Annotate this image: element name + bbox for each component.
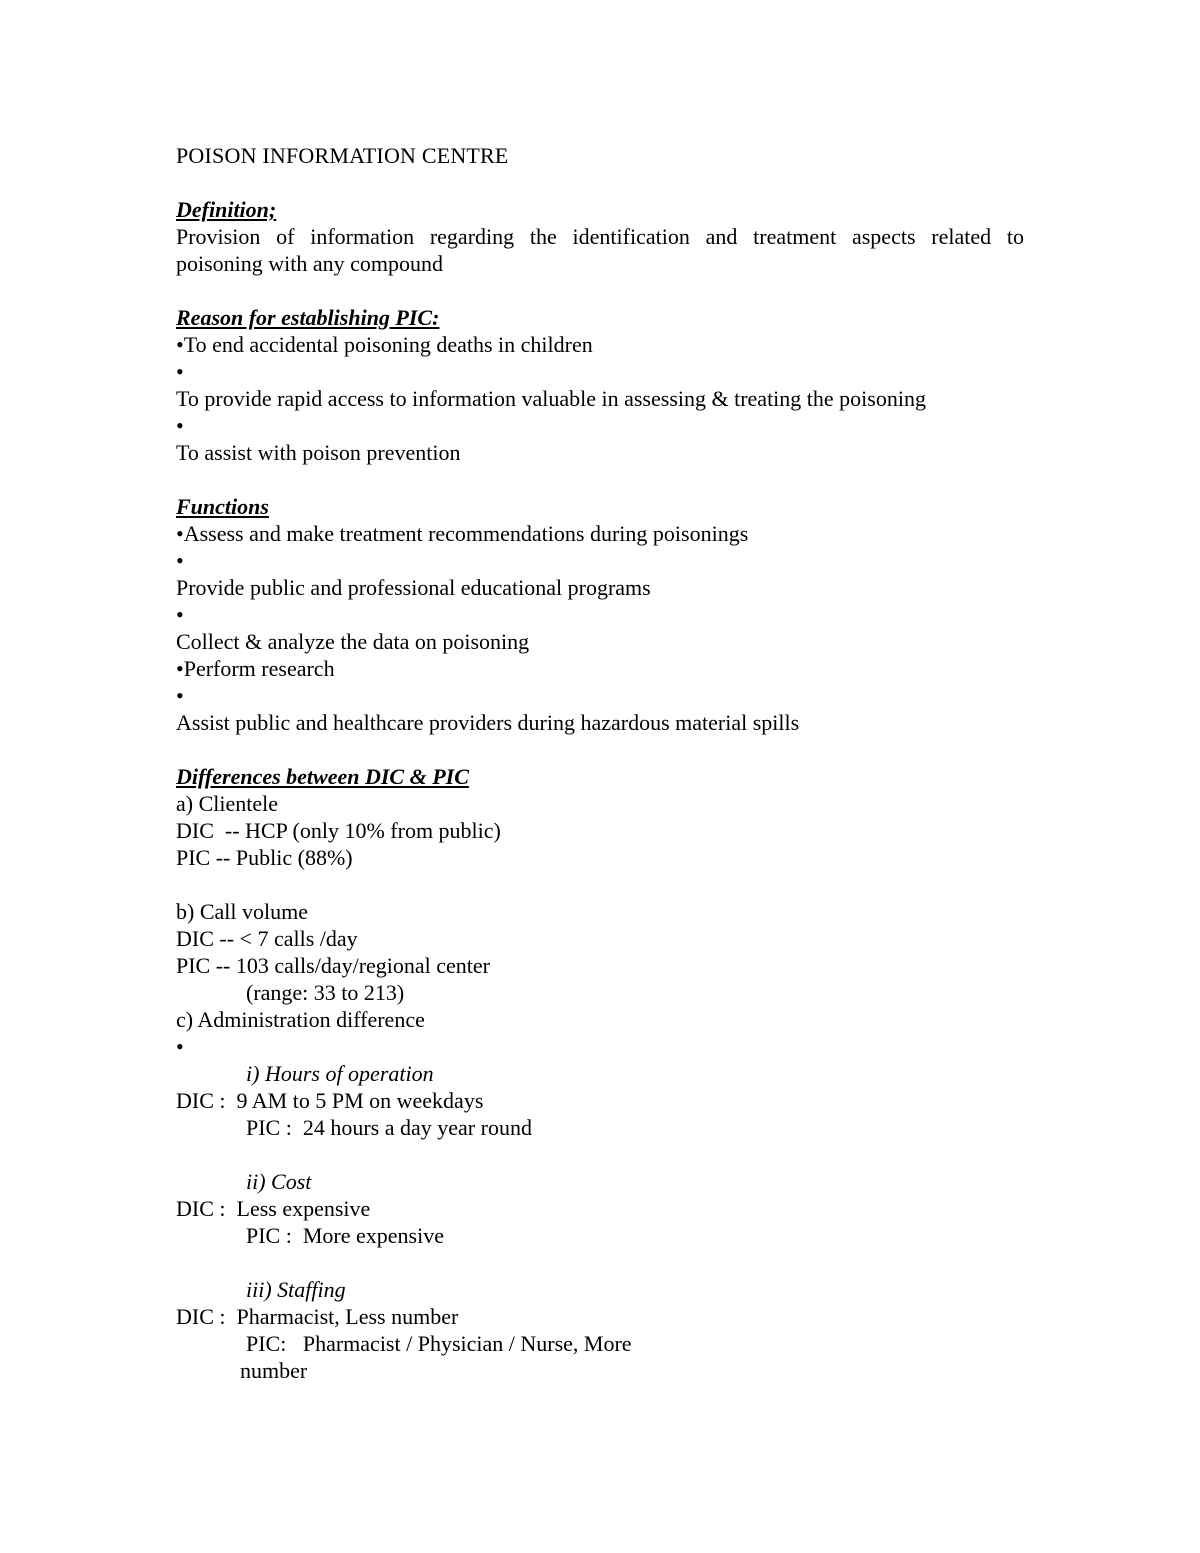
reason-item: To assist with poison prevention [176, 440, 461, 465]
clientele-dic: DIC -- HCP (only 10% from public) [176, 818, 501, 843]
staffing-label: iii) Staffing [246, 1277, 346, 1302]
staffing-dic: DIC : Pharmacist, Less number [176, 1304, 459, 1329]
spacer [176, 736, 1024, 763]
function-item: •Perform research [176, 656, 335, 681]
spacer [176, 871, 1024, 898]
function-item: Provide public and professional educational programs [176, 575, 651, 600]
spacer [176, 1249, 1024, 1276]
spacer [176, 169, 1024, 196]
function-item: •Assess and make treatment recommendations during poisonings [176, 521, 749, 546]
document-title: POISON INFORMATION CENTRE [176, 143, 509, 168]
bullet: • [176, 359, 184, 384]
clientele-label: a) Clientele [176, 791, 279, 816]
bullet: • [176, 548, 184, 573]
definition-text-line-1: Provision of information regarding the identification and treatment aspects related to [176, 224, 1024, 249]
staffing-pic: PIC: Pharmacist / Physician / Nurse, More [246, 1331, 632, 1356]
reasons-heading: Reason for establishing PIC: [176, 305, 440, 330]
cost-label: ii) Cost [246, 1169, 312, 1194]
definition-text-line-2: poisoning with any compound [176, 251, 444, 276]
functions-heading: Functions [176, 494, 269, 519]
cost-pic: PIC : More expensive [246, 1223, 444, 1248]
document-body [176, 142, 1024, 1384]
call-volume-dic: DIC -- < 7 calls /day [176, 926, 358, 951]
bullet: • [176, 1034, 184, 1059]
function-item: Collect & analyze the data on poisoning [176, 629, 530, 654]
reason-item: To provide rapid access to information valuable in assessing & treating the poisoning [176, 386, 926, 411]
hours-dic: DIC : 9 AM to 5 PM on weekdays [176, 1088, 484, 1113]
function-item: Assist public and healthcare providers during hazardous material spills [176, 710, 800, 735]
hours-pic: PIC : 24 hours a day year round [246, 1115, 532, 1140]
call-volume-label: b) Call volume [176, 899, 308, 924]
bullet: • [176, 413, 184, 438]
cost-dic: DIC : Less expensive [176, 1196, 371, 1221]
spacer [176, 1141, 1024, 1168]
clientele-pic: PIC -- Public (88%) [176, 845, 353, 870]
definition-heading: Definition; [176, 197, 277, 222]
spacer [176, 277, 1024, 304]
differences-heading: Differences between DIC & PIC [176, 764, 469, 789]
hours-label: i) Hours of operation [246, 1061, 434, 1086]
spacer [176, 466, 1024, 493]
call-volume-pic: PIC -- 103 calls/day/regional center [176, 953, 491, 978]
bullet: • [176, 683, 184, 708]
bullet: • [176, 602, 184, 627]
reason-item: •To end accidental poisoning deaths in children [176, 332, 593, 357]
call-volume-range: (range: 33 to 213) [246, 980, 405, 1005]
staffing-pic-continued: number [240, 1358, 308, 1383]
administration-label: c) Administration difference [176, 1007, 425, 1032]
